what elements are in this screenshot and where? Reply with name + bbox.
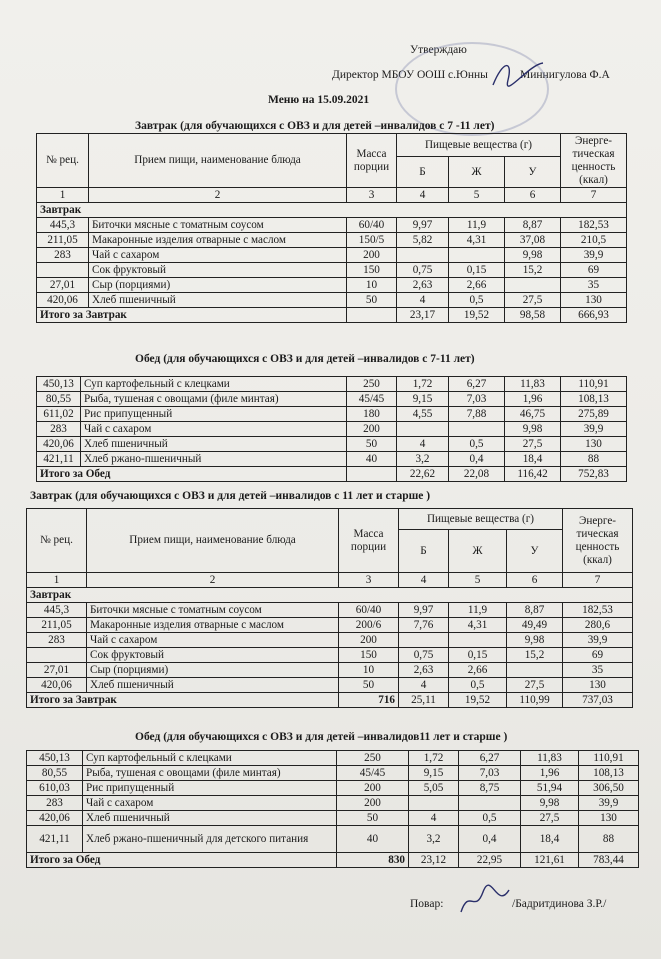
fat-value (449, 248, 505, 263)
protein-value: 0,75 (399, 648, 449, 663)
carb-value: 15,2 (505, 263, 561, 278)
director-name: Миннигулова Ф.А (520, 69, 610, 81)
dish-name: Хлеб ржано-пшеничный для детского питания (83, 826, 337, 853)
portion-mass: 45/45 (337, 766, 409, 781)
fat-value: 8,75 (459, 781, 521, 796)
dish-name: Рыба, тушеная с овощами (филе минтая) (81, 392, 347, 407)
protein-value: 9,97 (399, 603, 449, 618)
fat-value: 0,5 (449, 437, 505, 452)
carb-value: 49,49 (507, 618, 563, 633)
total-label: Итого за Завтрак (37, 308, 347, 323)
protein-value: 3,2 (397, 452, 449, 467)
energy-value: 130 (579, 811, 639, 826)
portion-mass: 250 (347, 377, 397, 392)
table-row (37, 278, 627, 293)
recipe-number: 610,03 (27, 781, 83, 796)
table-row (37, 263, 627, 278)
approval-word: Утверждаю (410, 44, 467, 56)
section1-title: Завтрак (для обучающихся с ОВЗ и для детей –инвалидов с 7 -11 лет) (135, 120, 495, 132)
protein-value: 5,82 (397, 233, 449, 248)
col-name-header: Прием пищи, наименование блюда (87, 509, 339, 573)
fat-value (459, 796, 521, 811)
energy-value: 130 (563, 678, 633, 693)
total-label: Итого за Обед (37, 467, 347, 482)
recipe-number: 27,01 (27, 663, 87, 678)
carb-value: 37,08 (505, 233, 561, 248)
table-row (27, 678, 633, 693)
column-number: 3 (339, 573, 399, 588)
total-row (27, 853, 639, 868)
recipe-number (37, 263, 89, 278)
recipe-number: 420,06 (27, 811, 83, 826)
recipe-number (27, 648, 87, 663)
table-row (37, 218, 627, 233)
recipe-number: 283 (37, 422, 81, 437)
carb-value: 27,5 (505, 437, 561, 452)
portion-mass: 40 (337, 826, 409, 853)
energy-value: 35 (561, 278, 627, 293)
fat-value: 4,31 (449, 233, 505, 248)
total-carb: 116,42 (505, 467, 561, 482)
total-row (37, 308, 627, 323)
column-number: 5 (449, 573, 507, 588)
total-mass: 830 (337, 853, 409, 868)
column-number: 2 (87, 573, 339, 588)
column-number: 2 (89, 188, 347, 203)
cook-name: /Бадритдинова З.Р./ (512, 898, 607, 910)
total-fat: 22,08 (449, 467, 505, 482)
total-protein: 22,62 (397, 467, 449, 482)
total-mass (347, 467, 397, 482)
dish-name: Макаронные изделия отварные с маслом (89, 233, 347, 248)
recipe-number: 80,55 (27, 766, 83, 781)
recipe-number: 450,13 (27, 751, 83, 766)
total-carb: 121,61 (521, 853, 579, 868)
meal-label-row (37, 203, 627, 218)
portion-mass: 10 (347, 278, 397, 293)
fat-value: 7,03 (449, 392, 505, 407)
protein-value: 4 (399, 678, 449, 693)
dish-name: Хлеб пшеничный (87, 678, 339, 693)
carb-value: 9,98 (505, 248, 561, 263)
portion-mass: 10 (339, 663, 399, 678)
column-number: 7 (563, 573, 633, 588)
carb-value: 46,75 (505, 407, 561, 422)
table-row (37, 452, 627, 467)
table-row (37, 422, 627, 437)
portion-mass: 60/40 (347, 218, 397, 233)
protein-value: 4 (409, 811, 459, 826)
dish-name: Суп картофельный с клецками (83, 751, 337, 766)
portion-mass: 200/6 (339, 618, 399, 633)
fat-value: 6,27 (459, 751, 521, 766)
column-number: 1 (37, 188, 89, 203)
energy-value: 108,13 (579, 766, 639, 781)
recipe-number: 420,06 (27, 678, 87, 693)
energy-value: 130 (561, 293, 627, 308)
energy-value: 108,13 (561, 392, 627, 407)
energy-value: 35 (563, 663, 633, 678)
total-row (37, 467, 627, 482)
cook-signature (455, 884, 515, 920)
carb-value: 1,96 (505, 392, 561, 407)
column-number: 1 (27, 573, 87, 588)
carb-value: 8,87 (505, 218, 561, 233)
column-number: 3 (347, 188, 397, 203)
protein-value: 5,05 (409, 781, 459, 796)
meal-label: Завтрак (37, 203, 627, 218)
col-mass-header: Масса порции (347, 134, 397, 188)
portion-mass: 150 (347, 263, 397, 278)
col-zh-header: Ж (449, 530, 507, 573)
table-row (27, 781, 639, 796)
column-numbers-row (27, 573, 633, 588)
portion-mass: 200 (337, 796, 409, 811)
dish-name: Макаронные изделия отварные с маслом (87, 618, 339, 633)
total-mass (347, 308, 397, 323)
protein-value: 2,63 (397, 278, 449, 293)
table-row (37, 377, 627, 392)
portion-mass: 200 (339, 633, 399, 648)
dish-name: Суп картофельный с клецками (81, 377, 347, 392)
recipe-number: 283 (27, 633, 87, 648)
dish-name: Сыр (порциями) (87, 663, 339, 678)
recipe-number: 211,05 (27, 618, 87, 633)
carb-value (505, 278, 561, 293)
col-b-header: Б (399, 530, 449, 573)
column-numbers-row (37, 188, 627, 203)
energy-value: 88 (579, 826, 639, 853)
energy-value: 280,6 (563, 618, 633, 633)
column-number: 7 (561, 188, 627, 203)
total-protein: 23,12 (409, 853, 459, 868)
portion-mass: 40 (347, 452, 397, 467)
meal-label-row (27, 588, 633, 603)
table-row (27, 648, 633, 663)
table-row (27, 663, 633, 678)
portion-mass: 150/5 (347, 233, 397, 248)
dish-name: Хлеб пшеничный (89, 293, 347, 308)
col-b-header: Б (397, 157, 449, 188)
dish-name: Сок фруктовый (87, 648, 339, 663)
total-energy: 666,93 (561, 308, 627, 323)
table-row (27, 811, 639, 826)
energy-value: 182,53 (561, 218, 627, 233)
carb-value: 18,4 (521, 826, 579, 853)
dish-name: Чай с сахаром (81, 422, 347, 437)
dish-name: Чай с сахаром (83, 796, 337, 811)
dish-name: Хлеб пшеничный (83, 811, 337, 826)
recipe-number: 445,3 (37, 218, 89, 233)
table-row (27, 766, 639, 781)
protein-value: 1,72 (397, 377, 449, 392)
col-num-header: № рец. (27, 509, 87, 573)
table-row (27, 633, 633, 648)
menu-title: Меню на 15.09.2021 (268, 94, 370, 106)
fat-value: 7,88 (449, 407, 505, 422)
section2-title: Обед (для обучающихся с ОВЗ и для детей –инвалидов с 7-11 лет) (135, 353, 475, 365)
col-mass-header: Масса порции (339, 509, 399, 573)
protein-value: 3,2 (409, 826, 459, 853)
dish-name: Чай с сахаром (87, 633, 339, 648)
carb-value: 9,98 (507, 633, 563, 648)
section4-title: Обед (для обучающихся с ОВЗ и для детей –инвалидов11 лет и старше ) (135, 731, 508, 743)
table-row (27, 751, 639, 766)
fat-value (449, 633, 507, 648)
carb-value: 8,87 (507, 603, 563, 618)
meal-label: Завтрак (27, 588, 633, 603)
col-name-header: Прием пищи, наименование блюда (89, 134, 347, 188)
portion-mass: 50 (347, 437, 397, 452)
recipe-number: 283 (37, 248, 89, 263)
portion-mass: 200 (337, 781, 409, 796)
recipe-number: 211,05 (37, 233, 89, 248)
fat-value: 6,27 (449, 377, 505, 392)
col-u-header: У (505, 157, 561, 188)
recipe-number: 80,55 (37, 392, 81, 407)
portion-mass: 45/45 (347, 392, 397, 407)
fat-value: 0,15 (449, 263, 505, 278)
energy-value: 39,9 (561, 248, 627, 263)
dish-name: Биточки мясные с томатным соусом (87, 603, 339, 618)
energy-value: 130 (561, 437, 627, 452)
portion-mass: 200 (347, 422, 397, 437)
energy-value: 39,9 (579, 796, 639, 811)
energy-value: 110,91 (561, 377, 627, 392)
fat-value: 0,4 (459, 826, 521, 853)
energy-value: 182,53 (563, 603, 633, 618)
fat-value: 11,9 (449, 218, 505, 233)
dish-name: Рыба, тушеная с овощами (филе минтая) (83, 766, 337, 781)
protein-value (399, 633, 449, 648)
table-row (37, 407, 627, 422)
total-protein: 25,11 (399, 693, 449, 708)
protein-value: 1,72 (409, 751, 459, 766)
carb-value: 1,96 (521, 766, 579, 781)
energy-value: 39,9 (561, 422, 627, 437)
protein-value (397, 248, 449, 263)
carb-value: 18,4 (505, 452, 561, 467)
column-number: 6 (507, 573, 563, 588)
dish-name: Биточки мясные с томатным соусом (89, 218, 347, 233)
fat-value: 11,9 (449, 603, 507, 618)
dish-name: Сыр (порциями) (89, 278, 347, 293)
recipe-number: 450,13 (37, 377, 81, 392)
dish-name: Чай с сахаром (89, 248, 347, 263)
carb-value: 15,2 (507, 648, 563, 663)
table-row (27, 618, 633, 633)
col-nutrients-header: Пищевые вещества (г) (397, 134, 561, 157)
col-u-header: У (507, 530, 563, 573)
recipe-number: 27,01 (37, 278, 89, 293)
total-mass: 716 (339, 693, 399, 708)
column-number: 4 (399, 573, 449, 588)
column-number: 4 (397, 188, 449, 203)
portion-mass: 50 (337, 811, 409, 826)
fat-value: 0,4 (449, 452, 505, 467)
energy-value: 275,89 (561, 407, 627, 422)
table-row (27, 796, 639, 811)
protein-value: 7,76 (399, 618, 449, 633)
portion-mass: 250 (337, 751, 409, 766)
col-energy-header: Энерге-тическая ценность (ккал) (563, 509, 633, 573)
dish-name: Хлеб ржано-пшеничный (81, 452, 347, 467)
carb-value: 9,98 (521, 796, 579, 811)
energy-value: 210,5 (561, 233, 627, 248)
table-row (37, 392, 627, 407)
protein-value: 4 (397, 293, 449, 308)
protein-value: 9,97 (397, 218, 449, 233)
director-signature (488, 55, 548, 95)
portion-mass: 50 (347, 293, 397, 308)
total-protein: 23,17 (397, 308, 449, 323)
portion-mass: 180 (347, 407, 397, 422)
carb-value: 51,94 (521, 781, 579, 796)
energy-value: 88 (561, 452, 627, 467)
fat-value: 0,5 (449, 293, 505, 308)
table-row (37, 248, 627, 263)
col-energy-header: Энерге-тическая ценность (ккал) (561, 134, 627, 188)
dish-name: Сок фруктовый (89, 263, 347, 278)
fat-value: 0,5 (449, 678, 507, 693)
total-carb: 110,99 (507, 693, 563, 708)
portion-mass: 50 (339, 678, 399, 693)
fat-value: 7,03 (459, 766, 521, 781)
portion-mass: 150 (339, 648, 399, 663)
column-number: 6 (505, 188, 561, 203)
protein-value (409, 796, 459, 811)
recipe-number: 420,06 (37, 293, 89, 308)
total-fat: 19,52 (449, 693, 507, 708)
carb-value: 27,5 (507, 678, 563, 693)
table-row (27, 603, 633, 618)
recipe-number: 283 (27, 796, 83, 811)
energy-value: 39,9 (563, 633, 633, 648)
total-energy: 783,44 (579, 853, 639, 868)
protein-value: 9,15 (409, 766, 459, 781)
recipe-number: 420,06 (37, 437, 81, 452)
dish-name: Хлеб пшеничный (81, 437, 347, 452)
total-label: Итого за Обед (27, 853, 337, 868)
energy-value: 110,91 (579, 751, 639, 766)
section3-title: Завтрак (для обучающихся с ОВЗ и для детей –инвалидов с 11 лет и старше ) (30, 490, 431, 502)
director-line: Директор МБОУ ООШ с.Юнны (332, 69, 488, 81)
col-nutrients-header: Пищевые вещества (г) (399, 509, 563, 530)
total-energy: 737,03 (563, 693, 633, 708)
protein-value: 2,63 (399, 663, 449, 678)
carb-value (507, 663, 563, 678)
carb-value: 27,5 (521, 811, 579, 826)
column-number: 5 (449, 188, 505, 203)
cook-label: Повар: (410, 898, 444, 910)
total-carb: 98,58 (505, 308, 561, 323)
total-label: Итого за Завтрак (27, 693, 339, 708)
recipe-number: 421,11 (27, 826, 83, 853)
carb-value: 11,83 (505, 377, 561, 392)
dish-name: Рис припущенный (81, 407, 347, 422)
total-energy: 752,83 (561, 467, 627, 482)
fat-value: 2,66 (449, 278, 505, 293)
portion-mass: 200 (347, 248, 397, 263)
carb-value: 27,5 (505, 293, 561, 308)
energy-value: 69 (561, 263, 627, 278)
col-zh-header: Ж (449, 157, 505, 188)
section3-table (26, 508, 633, 708)
fat-value: 2,66 (449, 663, 507, 678)
energy-value: 69 (563, 648, 633, 663)
total-fat: 19,52 (449, 308, 505, 323)
table-row (37, 437, 627, 452)
recipe-number: 611,02 (37, 407, 81, 422)
total-row (27, 693, 633, 708)
dish-name: Рис припущенный (83, 781, 337, 796)
fat-value: 0,5 (459, 811, 521, 826)
carb-value: 11,83 (521, 751, 579, 766)
protein-value: 4,55 (397, 407, 449, 422)
fat-value: 0,15 (449, 648, 507, 663)
table-row (27, 826, 639, 853)
protein-value: 9,15 (397, 392, 449, 407)
col-num-header: № рец. (37, 134, 89, 188)
carb-value: 9,98 (505, 422, 561, 437)
protein-value: 4 (397, 437, 449, 452)
total-fat: 22,95 (459, 853, 521, 868)
table-row (37, 293, 627, 308)
section1-table (36, 133, 627, 323)
protein-value: 0,75 (397, 263, 449, 278)
portion-mass: 60/40 (339, 603, 399, 618)
energy-value: 306,50 (579, 781, 639, 796)
fat-value: 4,31 (449, 618, 507, 633)
fat-value (449, 422, 505, 437)
table-row (37, 233, 627, 248)
section2-table (36, 376, 627, 482)
section4-table (26, 750, 639, 868)
recipe-number: 421,11 (37, 452, 81, 467)
protein-value (397, 422, 449, 437)
recipe-number: 445,3 (27, 603, 87, 618)
